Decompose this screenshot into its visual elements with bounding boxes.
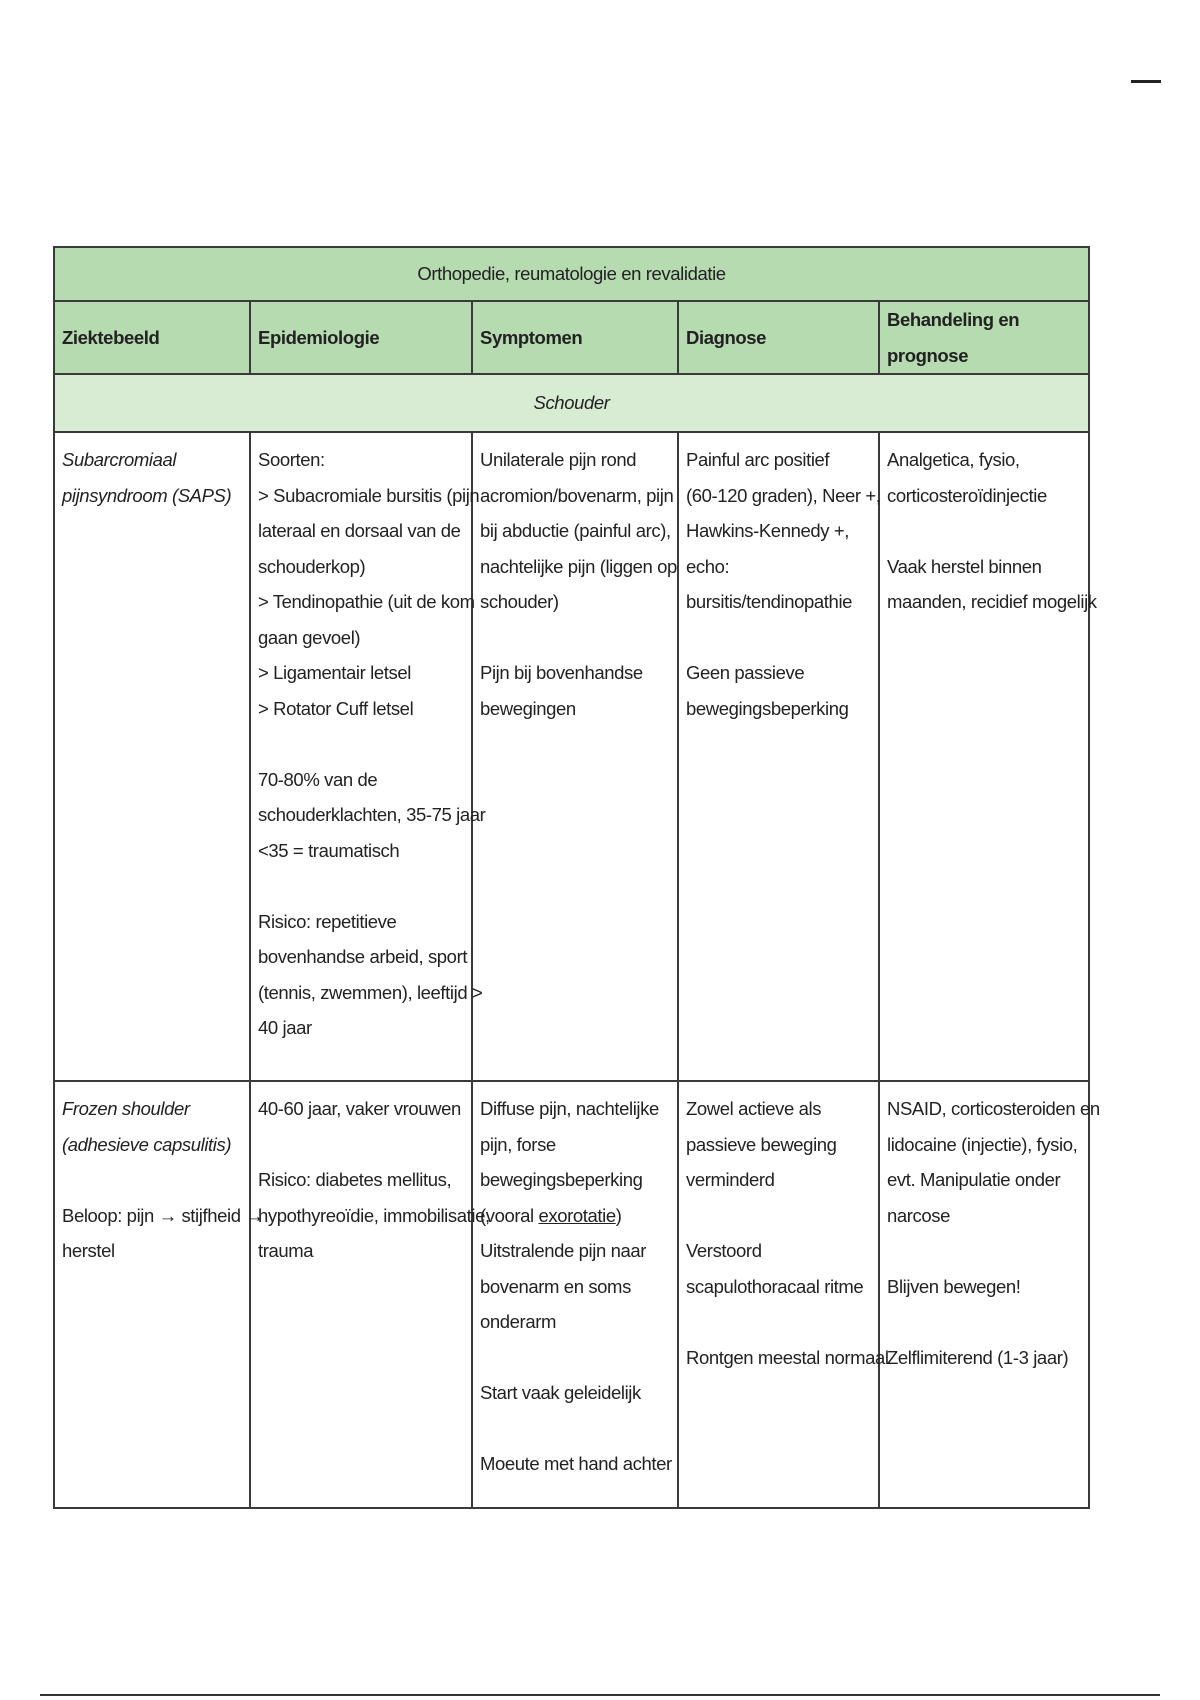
text-line: bewegingsbeperking <box>480 1169 643 1190</box>
text-line: maanden, recidief mogelijk <box>887 591 1097 612</box>
cell-epidemiologie <box>250 1081 490 1508</box>
text-line: Vaak herstel binnen <box>887 555 1042 577</box>
text-line: pijn, forse <box>480 1133 556 1155</box>
text-line: (adhesieve capsulitis) <box>62 1133 232 1155</box>
text-line: bovenhandse arbeid, sport <box>258 946 468 967</box>
section-title: Schouder <box>54 374 1089 432</box>
text-line: scapulothoracaal ritme <box>686 1275 864 1297</box>
text-line: Risico: repetitieve <box>258 910 397 932</box>
ziektebeeld-name <box>62 1091 242 1162</box>
table-row <box>54 432 1089 1081</box>
header-diagnose: Diagnose <box>678 301 879 374</box>
text-line: Risico: diabetes mellitus, <box>258 1169 452 1190</box>
text-line: Zelflimiterend (1-3 jaar) <box>887 1346 1069 1368</box>
text-line: verminderd <box>686 1169 775 1190</box>
orthopedie-table <box>53 246 1100 1509</box>
text-line: lateraal en dorsaal van de <box>258 520 461 541</box>
ziektebeeld-beloop <box>62 1198 264 1269</box>
text-line: lidocaine (injectie), fysio, <box>887 1133 1078 1155</box>
text-line: Beloop: pijn → stijfheid → <box>62 1204 264 1226</box>
symptomen-part-c <box>480 1233 670 1482</box>
text-line: bewegingsbeperking <box>686 697 849 719</box>
text-line: Painful arc positief <box>686 449 830 470</box>
text-line: gaan gevoel) <box>258 626 361 648</box>
text-line: > Ligamentair letsel <box>258 662 411 683</box>
cell-diagnose <box>678 1081 889 1508</box>
cell-behandeling <box>879 432 1097 1081</box>
text-line: 70-80% van de <box>258 768 378 790</box>
text-line: Diffuse pijn, nachtelijke <box>480 1098 659 1119</box>
text-line: evt. Manipulatie onder <box>887 1169 1061 1190</box>
text-line: hypothyreoïdie, immobilisatie, <box>258 1204 490 1226</box>
text-line: Uitstralende pijn naar <box>480 1240 647 1261</box>
text-line: schouder) <box>480 591 559 612</box>
text-line: narcose <box>887 1204 951 1226</box>
title-row <box>54 247 1089 301</box>
text-line: Soorten: <box>258 449 325 470</box>
text-line: Frozen shoulder <box>62 1098 190 1119</box>
symptomen-exorotatie-line: (vooral exorotatie) <box>480 1204 622 1226</box>
cell-ziektebeeld <box>54 1081 264 1508</box>
text-line: schouderklachten, 35-75 jaar <box>258 804 486 825</box>
text-line: > Tendinopathie (uit de kom <box>258 591 475 612</box>
text-line: corticosteroïdinjectie <box>887 484 1047 506</box>
header-epidemiologie: Epidemiologie <box>250 301 472 374</box>
text-line: herstel <box>62 1240 115 1261</box>
text-line: Zowel actieve als <box>686 1098 822 1119</box>
cell-ziektebeeld <box>54 432 250 1081</box>
text-line: Moeute met hand achter <box>480 1453 672 1474</box>
cell-behandeling <box>879 1081 1100 1508</box>
cell-symptomen <box>472 1081 678 1508</box>
header-symptomen: Symptomen <box>472 301 678 374</box>
text-line: bovenarm en soms <box>480 1275 631 1297</box>
cell-symptomen <box>472 432 678 1081</box>
text-line: trauma <box>258 1240 314 1261</box>
text-line: Blijven bewegen! <box>887 1275 1021 1297</box>
header-row <box>54 301 1089 374</box>
table-row <box>54 1081 1089 1508</box>
text-line: Analgetica, fysio, <box>887 449 1020 470</box>
text-line: schouderkop) <box>258 555 366 577</box>
text-line: Hawkins-Kennedy +, <box>686 520 849 541</box>
text-line: (tennis, zwemmen), leeftijd > <box>258 981 483 1003</box>
text-line: Unilaterale pijn rond <box>480 449 637 470</box>
text-line: 40-60 jaar, vaker vrouwen <box>258 1098 461 1119</box>
text-line: acromion/bovenarm, pijn <box>480 484 674 506</box>
text-line: 40 jaar <box>258 1017 312 1038</box>
text-line: echo: <box>686 555 730 577</box>
cell-epidemiologie <box>250 432 486 1081</box>
text-line: (60-120 graden), Neer +, <box>686 484 881 506</box>
text-line: pijnsyndroom (SAPS) <box>62 484 232 506</box>
text-line: Verstoord <box>686 1240 762 1261</box>
corner-dash <box>1131 80 1161 83</box>
text-line: Rontgen meestal normaal <box>686 1346 889 1368</box>
text-line: Geen passieve <box>686 662 805 683</box>
text-line: NSAID, corticosteroiden en <box>887 1098 1100 1119</box>
bottom-rule <box>40 1694 1160 1696</box>
text-line: bursitis/tendinopathie <box>686 591 853 612</box>
exorotatie-text: exorotatie <box>538 1204 616 1226</box>
text-line: <35 = traumatisch <box>258 839 400 861</box>
text-line: > Subacromiale bursitis (pijn <box>258 484 480 506</box>
cell-diagnose <box>678 432 879 1081</box>
header-behandeling: Behandeling en prognose <box>879 301 1089 374</box>
text-line: > Rotator Cuff letsel <box>258 697 414 719</box>
header-ziektebeeld: Ziektebeeld <box>54 301 250 374</box>
text-line: Start vaak geleidelijk <box>480 1382 641 1403</box>
text-line: bij abductie (painful arc), <box>480 520 671 541</box>
table-title: Orthopedie, reumatologie en revalidatie <box>54 247 1089 301</box>
text-line: passieve beweging <box>686 1133 837 1155</box>
symptomen-part-a <box>480 1091 670 1198</box>
text-line: Pijn bij bovenhandse <box>480 662 643 683</box>
section-row <box>54 374 1089 432</box>
text-line: bewegingen <box>480 697 576 719</box>
text-line: Subarcromiaal <box>62 449 177 470</box>
text-line: nachtelijke pijn (liggen op <box>480 555 677 577</box>
text-line: onderarm <box>480 1311 556 1332</box>
